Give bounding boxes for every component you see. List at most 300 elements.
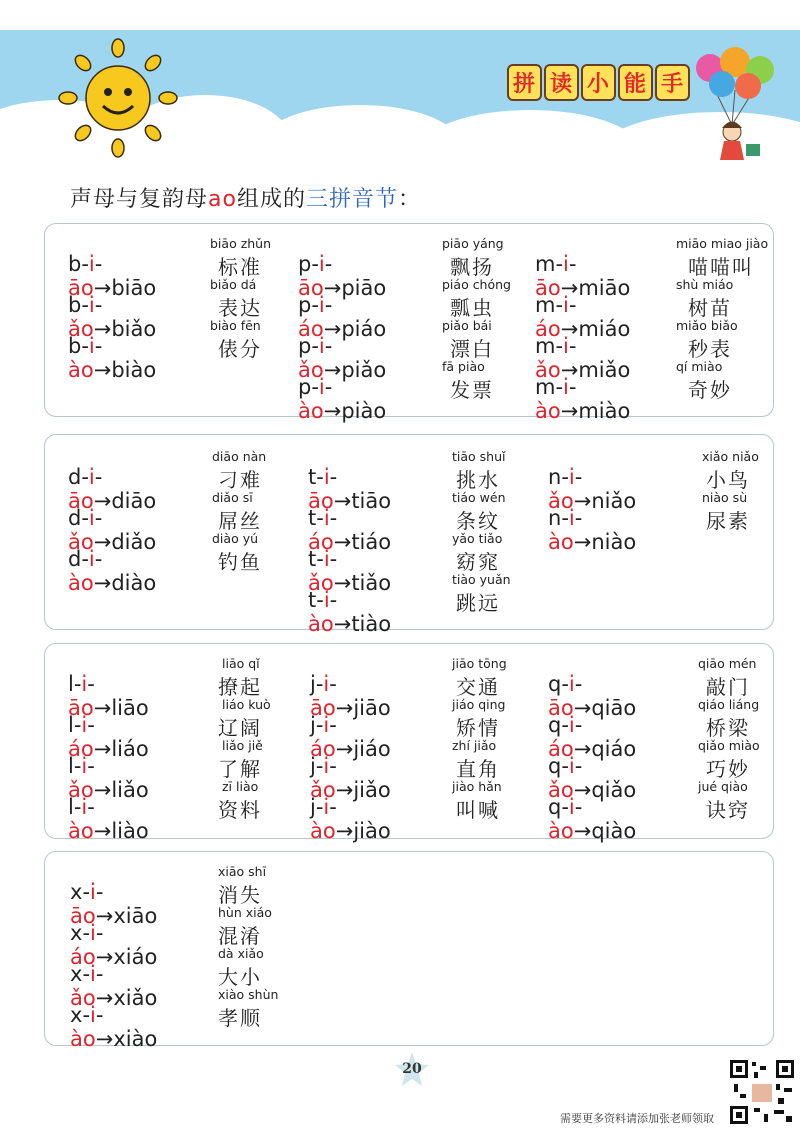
- word-characters: 喵喵叫: [688, 255, 754, 279]
- formula-initial: t: [308, 506, 317, 530]
- formula-final: áo: [535, 317, 561, 341]
- formula-dash: -: [87, 672, 95, 696]
- formula-arrow: →: [93, 571, 112, 595]
- formula-result: liāo: [111, 696, 149, 720]
- formula-dash: -: [555, 334, 564, 358]
- formula-dash: -: [315, 754, 324, 778]
- syllable-formula: [535, 375, 644, 423]
- badge-char: 手: [655, 64, 690, 101]
- formula-initial: p: [298, 375, 312, 399]
- word-pinyin: biǎo dá: [210, 277, 257, 292]
- formula-dash: -: [574, 754, 583, 778]
- syllable-formula: [70, 1003, 171, 1051]
- word-characters: 资料: [218, 798, 262, 822]
- formula-dash: -: [555, 252, 564, 276]
- syllable-formula: [68, 334, 170, 382]
- formula-initial: m: [535, 252, 556, 276]
- formula-initial: x: [70, 962, 83, 986]
- formula-arrow: →: [93, 276, 112, 300]
- formula-medial: i: [323, 672, 330, 696]
- word-pinyin: shù miáo: [676, 277, 734, 292]
- formula-dash: -: [81, 506, 89, 530]
- formula-dash: -: [95, 880, 104, 904]
- word-characters: 大小: [218, 965, 262, 989]
- formula-dash: -: [315, 795, 324, 819]
- formula-initial: l: [68, 795, 74, 819]
- formula-dash: -: [329, 506, 338, 530]
- formula-dash: -: [316, 547, 324, 571]
- word-pinyin: liáo kuò: [222, 697, 271, 712]
- formula-arrow: →: [335, 778, 354, 802]
- word-pinyin: yǎo tiǎo: [452, 531, 503, 546]
- word-pinyin: piáo chóng: [442, 277, 511, 292]
- word-characters: 标准: [218, 255, 262, 279]
- formula-initial: q: [548, 672, 562, 696]
- formula-medial: i: [323, 713, 330, 737]
- formula-result: qiáo: [591, 737, 637, 761]
- formula-result: piāo: [341, 276, 387, 300]
- formula-medial: i: [323, 795, 330, 819]
- formula-medial: i: [323, 506, 330, 530]
- word-pinyin: piāo yáng: [442, 236, 504, 251]
- footer-note: 需要更多资料请添加张老师领取: [560, 1112, 714, 1125]
- formula-arrow: →: [95, 945, 114, 969]
- formula-dash: -: [568, 293, 577, 317]
- word-characters: 发票: [450, 378, 494, 402]
- formula-result: piào: [341, 399, 387, 423]
- formula-final: ǎo: [535, 358, 561, 382]
- formula-dash: -: [73, 713, 82, 737]
- formula-medial: i: [88, 547, 95, 571]
- formula-medial: i: [568, 506, 575, 530]
- formula-initial: b: [68, 334, 82, 358]
- formula-arrow: →: [335, 737, 354, 761]
- formula-dash: -: [329, 588, 338, 612]
- formula-result: piáo: [341, 317, 387, 341]
- formula-final: ào: [70, 1027, 96, 1051]
- formula-medial: i: [323, 754, 330, 778]
- formula-final: ǎo: [70, 986, 96, 1010]
- formula-dash: -: [329, 713, 337, 737]
- formula-arrow: →: [573, 696, 592, 720]
- formula-dash: -: [561, 506, 569, 530]
- formula-result: tiào: [351, 612, 392, 636]
- formula-medial: i: [563, 252, 569, 276]
- formula-final: āo: [548, 696, 574, 720]
- word-pinyin: jiáo qing: [452, 697, 506, 712]
- formula-dash: -: [87, 795, 95, 819]
- word-pinyin: qí miào: [676, 359, 723, 374]
- formula-initial: j: [310, 713, 316, 737]
- formula-arrow: →: [95, 986, 114, 1010]
- formula-medial: i: [88, 465, 95, 489]
- word-pinyin: miāo miao jiào: [676, 236, 769, 251]
- formula-result: jiāo: [353, 696, 391, 720]
- word-characters: 矫情: [456, 716, 500, 740]
- formula-dash: -: [555, 293, 564, 317]
- formula-medial: i: [88, 334, 95, 358]
- formula-arrow: →: [93, 489, 112, 513]
- formula-initial: j: [310, 754, 316, 778]
- formula-result: biào: [111, 358, 157, 382]
- formula-dash: -: [81, 252, 89, 276]
- formula-final: ǎo: [298, 358, 324, 382]
- formula-initial: b: [68, 252, 82, 276]
- word-pinyin: liǎo jiě: [222, 738, 263, 753]
- formula-final: āo: [68, 696, 94, 720]
- word-characters: 表达: [218, 296, 262, 320]
- formula-dash: -: [568, 334, 577, 358]
- formula-initial: m: [535, 293, 556, 317]
- formula-medial: i: [318, 293, 325, 317]
- badge-char: 读: [544, 64, 579, 101]
- word-pinyin: diǎo sī: [212, 490, 253, 505]
- formula-result: liǎo: [111, 778, 149, 802]
- formula-final: ǎo: [68, 317, 94, 341]
- formula-final: ào: [308, 612, 334, 636]
- formula-result: xiào: [113, 1027, 158, 1051]
- formula-medial: i: [90, 1003, 96, 1027]
- formula-medial: i: [323, 465, 330, 489]
- word-characters: 钓鱼: [218, 550, 262, 574]
- word-characters: 桥梁: [706, 716, 750, 740]
- word-characters: 撩起: [218, 675, 262, 699]
- formula-dash: -: [82, 1003, 91, 1027]
- formula-result: niǎo: [591, 489, 637, 513]
- formula-result: jiáo: [353, 737, 391, 761]
- word-characters: 秒表: [688, 337, 732, 361]
- formula-final: ào: [548, 819, 574, 843]
- formula-result: diào: [111, 571, 157, 595]
- formula-dash: -: [94, 252, 103, 276]
- formula-result: diǎo: [111, 530, 157, 554]
- word-characters: 挑水: [456, 468, 500, 492]
- word-characters: 孝顺: [218, 1006, 262, 1030]
- formula-result: xiǎo: [113, 986, 158, 1010]
- formula-result: miāo: [578, 276, 631, 300]
- formula-initial: d: [68, 465, 82, 489]
- formula-dash: -: [329, 754, 337, 778]
- formula-initial: p: [298, 293, 312, 317]
- word-characters: 跳远: [456, 591, 500, 615]
- formula-final: áo: [310, 737, 336, 761]
- formula-dash: -: [561, 713, 569, 737]
- formula-dash: -: [82, 880, 91, 904]
- word-characters: 刁难: [218, 468, 262, 492]
- word-pinyin: fā piào: [442, 359, 485, 374]
- formula-medial: i: [90, 921, 96, 945]
- formula-medial: i: [568, 713, 575, 737]
- word-characters: 瓢虫: [450, 296, 494, 320]
- title-highlight: 三拼音节: [305, 187, 398, 212]
- syllable-formula: [298, 375, 400, 423]
- word-pinyin: qiǎo miào: [698, 738, 760, 753]
- word-characters: 敲门: [706, 675, 750, 699]
- formula-initial: l: [68, 713, 74, 737]
- word-characters: 直角: [456, 757, 500, 781]
- formula-medial: i: [90, 880, 96, 904]
- formula-initial: p: [298, 334, 312, 358]
- word-characters: 混淆: [218, 924, 262, 948]
- formula-dash: -: [95, 962, 104, 986]
- formula-arrow: →: [333, 571, 352, 595]
- formula-final: ǎo: [548, 778, 574, 802]
- formula-initial: m: [535, 375, 556, 399]
- word-characters: 交通: [456, 675, 500, 699]
- formula-initial: p: [298, 252, 312, 276]
- formula-dash: -: [574, 506, 583, 530]
- title-text: ：: [398, 187, 422, 212]
- formula-dash: -: [329, 672, 337, 696]
- title-highlight: ao: [208, 187, 237, 212]
- formula-final: ào: [68, 819, 94, 843]
- page-title: [70, 182, 421, 213]
- formula-dash: -: [81, 293, 89, 317]
- formula-dash: -: [324, 375, 333, 399]
- formula-dash: -: [87, 754, 95, 778]
- formula-medial: i: [81, 754, 88, 778]
- formula-arrow: →: [560, 317, 579, 341]
- formula-final: ǎo: [68, 778, 94, 802]
- formula-medial: i: [568, 795, 575, 819]
- formula-final: ào: [68, 571, 94, 595]
- formula-final: áo: [68, 737, 94, 761]
- word-pinyin: jiāo tōng: [452, 656, 507, 671]
- formula-result: miǎo: [578, 358, 631, 382]
- formula-medial: i: [81, 672, 88, 696]
- formula-arrow: →: [95, 904, 114, 928]
- formula-dash: -: [311, 375, 319, 399]
- formula-result: qiāo: [591, 696, 637, 720]
- formula-dash: -: [95, 1003, 104, 1027]
- formula-dash: -: [94, 547, 103, 571]
- formula-dash: -: [561, 795, 569, 819]
- formula-dash: -: [94, 465, 103, 489]
- formula-initial: j: [310, 672, 316, 696]
- formula-final: áo: [298, 317, 324, 341]
- word-pinyin: zī liào: [222, 779, 259, 794]
- word-characters: 诀窍: [706, 798, 750, 822]
- formula-arrow: →: [560, 399, 579, 423]
- formula-dash: -: [81, 334, 89, 358]
- formula-dash: -: [568, 375, 577, 399]
- formula-dash: -: [316, 506, 324, 530]
- formula-result: xiāo: [113, 904, 158, 928]
- formula-final: āo: [298, 276, 324, 300]
- word-characters: 奇妙: [688, 378, 732, 402]
- formula-dash: -: [82, 962, 91, 986]
- formula-final: ào: [298, 399, 324, 423]
- formula-result: biāo: [111, 276, 157, 300]
- formula-final: áo: [548, 737, 574, 761]
- formula-arrow: →: [93, 737, 112, 761]
- word-pinyin: tiāo shuǐ: [452, 449, 506, 464]
- word-pinyin: zhí jiǎo: [452, 738, 497, 753]
- word-characters: 漂白: [450, 337, 494, 361]
- formula-dash: -: [568, 252, 577, 276]
- word-pinyin: xiāo shī: [218, 864, 267, 879]
- formula-dash: -: [324, 334, 333, 358]
- formula-arrow: →: [335, 696, 354, 720]
- formula-result: biǎo: [111, 317, 157, 341]
- formula-dash: -: [73, 754, 82, 778]
- formula-dash: -: [329, 547, 338, 571]
- formula-final: ǎo: [308, 571, 334, 595]
- word-pinyin: xiào shùn: [218, 987, 279, 1002]
- word-characters: 飘扬: [450, 255, 494, 279]
- formula-arrow: →: [323, 358, 342, 382]
- word-pinyin: tiáo wén: [452, 490, 506, 505]
- formula-medial: i: [563, 293, 569, 317]
- formula-result: piǎo: [341, 358, 387, 382]
- word-characters: 树苗: [688, 296, 732, 320]
- formula-initial: m: [535, 334, 556, 358]
- formula-dash: -: [82, 921, 91, 945]
- word-characters: 尿素: [706, 509, 750, 533]
- word-characters: 条纹: [456, 509, 500, 533]
- formula-arrow: →: [333, 612, 352, 636]
- formula-initial: n: [548, 465, 562, 489]
- word-pinyin: qiāo mén: [698, 656, 757, 671]
- word-characters: 了解: [218, 757, 262, 781]
- formula-arrow: →: [573, 530, 592, 554]
- formula-result: diāo: [111, 489, 157, 513]
- page-number: 20: [402, 1061, 422, 1077]
- formula-final: ào: [310, 819, 336, 843]
- formula-final: āo: [308, 489, 334, 513]
- formula-dash: -: [555, 375, 564, 399]
- formula-medial: i: [568, 672, 575, 696]
- word-pinyin: biào fēn: [210, 318, 261, 333]
- syllable-formula: [308, 588, 405, 636]
- formula-medial: i: [323, 547, 330, 571]
- formula-dash: -: [329, 465, 338, 489]
- word-characters: 叫喊: [456, 798, 500, 822]
- formula-dash: -: [574, 465, 583, 489]
- formula-arrow: →: [323, 276, 342, 300]
- word-characters: 俵分: [218, 337, 262, 361]
- formula-initial: q: [548, 754, 562, 778]
- formula-medial: i: [318, 334, 325, 358]
- formula-result: miào: [578, 399, 631, 423]
- word-pinyin: jiào hǎn: [452, 779, 502, 794]
- formula-arrow: →: [323, 317, 342, 341]
- formula-final: āo: [535, 276, 561, 300]
- formula-medial: i: [318, 375, 325, 399]
- formula-final: āo: [68, 489, 94, 513]
- formula-result: xiáo: [113, 945, 158, 969]
- formula-final: áo: [308, 530, 334, 554]
- word-characters: 屌丝: [218, 509, 262, 533]
- formula-medial: i: [323, 588, 330, 612]
- formula-arrow: →: [95, 1027, 114, 1051]
- formula-final: āo: [70, 904, 96, 928]
- formula-dash: -: [311, 252, 319, 276]
- formula-dash: -: [329, 795, 337, 819]
- syllable-formula: [310, 795, 404, 843]
- formula-result: tiāo: [351, 489, 392, 513]
- formula-final: ǎo: [310, 778, 336, 802]
- syllable-formula: [68, 795, 162, 843]
- formula-arrow: →: [323, 399, 342, 423]
- formula-medial: i: [88, 293, 95, 317]
- formula-dash: -: [574, 672, 583, 696]
- balloon-girl-icon: [680, 40, 790, 170]
- formula-final: ào: [535, 399, 561, 423]
- word-pinyin: biāo zhǔn: [210, 236, 272, 251]
- formula-initial: n: [548, 506, 562, 530]
- formula-dash: -: [81, 547, 89, 571]
- word-pinyin: dà xiǎo: [218, 946, 264, 961]
- word-characters: 消失: [218, 883, 262, 907]
- word-characters: 窈窕: [456, 550, 500, 574]
- formula-dash: -: [87, 713, 95, 737]
- formula-initial: j: [310, 795, 316, 819]
- formula-dash: -: [73, 795, 82, 819]
- formula-medial: i: [568, 465, 575, 489]
- word-pinyin: hùn xiáo: [218, 905, 272, 920]
- formula-final: ào: [68, 358, 94, 382]
- formula-result: miáo: [578, 317, 631, 341]
- word-characters: 巧妙: [706, 757, 750, 781]
- word-pinyin: piǎo bái: [442, 318, 492, 333]
- formula-medial: i: [563, 334, 569, 358]
- title-text: 组成的: [236, 187, 306, 212]
- formula-final: ǎo: [548, 489, 574, 513]
- formula-dash: -: [94, 506, 103, 530]
- formula-arrow: →: [335, 819, 354, 843]
- word-pinyin: liāo qǐ: [222, 656, 260, 671]
- formula-medial: i: [568, 754, 575, 778]
- formula-result: jiǎo: [353, 778, 391, 802]
- formula-dash: -: [311, 334, 319, 358]
- formula-dash: -: [94, 334, 103, 358]
- formula-dash: -: [315, 672, 324, 696]
- formula-arrow: →: [333, 489, 352, 513]
- formula-medial: i: [81, 795, 88, 819]
- word-pinyin: diào yú: [212, 531, 259, 546]
- formula-initial: d: [68, 547, 82, 571]
- formula-dash: -: [73, 672, 82, 696]
- formula-result: tiǎo: [351, 571, 392, 595]
- title-text: 声母与复韵母: [70, 187, 209, 212]
- formula-arrow: →: [93, 696, 112, 720]
- formula-result: qiǎo: [591, 778, 637, 802]
- formula-initial: t: [308, 465, 317, 489]
- formula-final: āo: [68, 276, 94, 300]
- formula-arrow: →: [93, 778, 112, 802]
- formula-dash: -: [315, 713, 324, 737]
- formula-dash: -: [561, 672, 569, 696]
- formula-medial: i: [563, 375, 569, 399]
- formula-arrow: →: [560, 276, 579, 300]
- word-pinyin: niào sù: [702, 490, 748, 505]
- page-header: [0, 0, 800, 175]
- formula-result: liào: [111, 819, 149, 843]
- word-pinyin: xiǎo niǎo: [702, 449, 759, 464]
- formula-arrow: →: [93, 317, 112, 341]
- formula-initial: t: [308, 547, 317, 571]
- formula-medial: i: [88, 506, 95, 530]
- formula-dash: -: [311, 293, 319, 317]
- formula-dash: -: [316, 465, 324, 489]
- formula-dash: -: [574, 713, 583, 737]
- badge-char: 能: [618, 64, 653, 101]
- formula-initial: d: [68, 506, 82, 530]
- sun-icon: [58, 38, 178, 158]
- syllable-formula: [68, 547, 170, 595]
- formula-medial: i: [90, 962, 96, 986]
